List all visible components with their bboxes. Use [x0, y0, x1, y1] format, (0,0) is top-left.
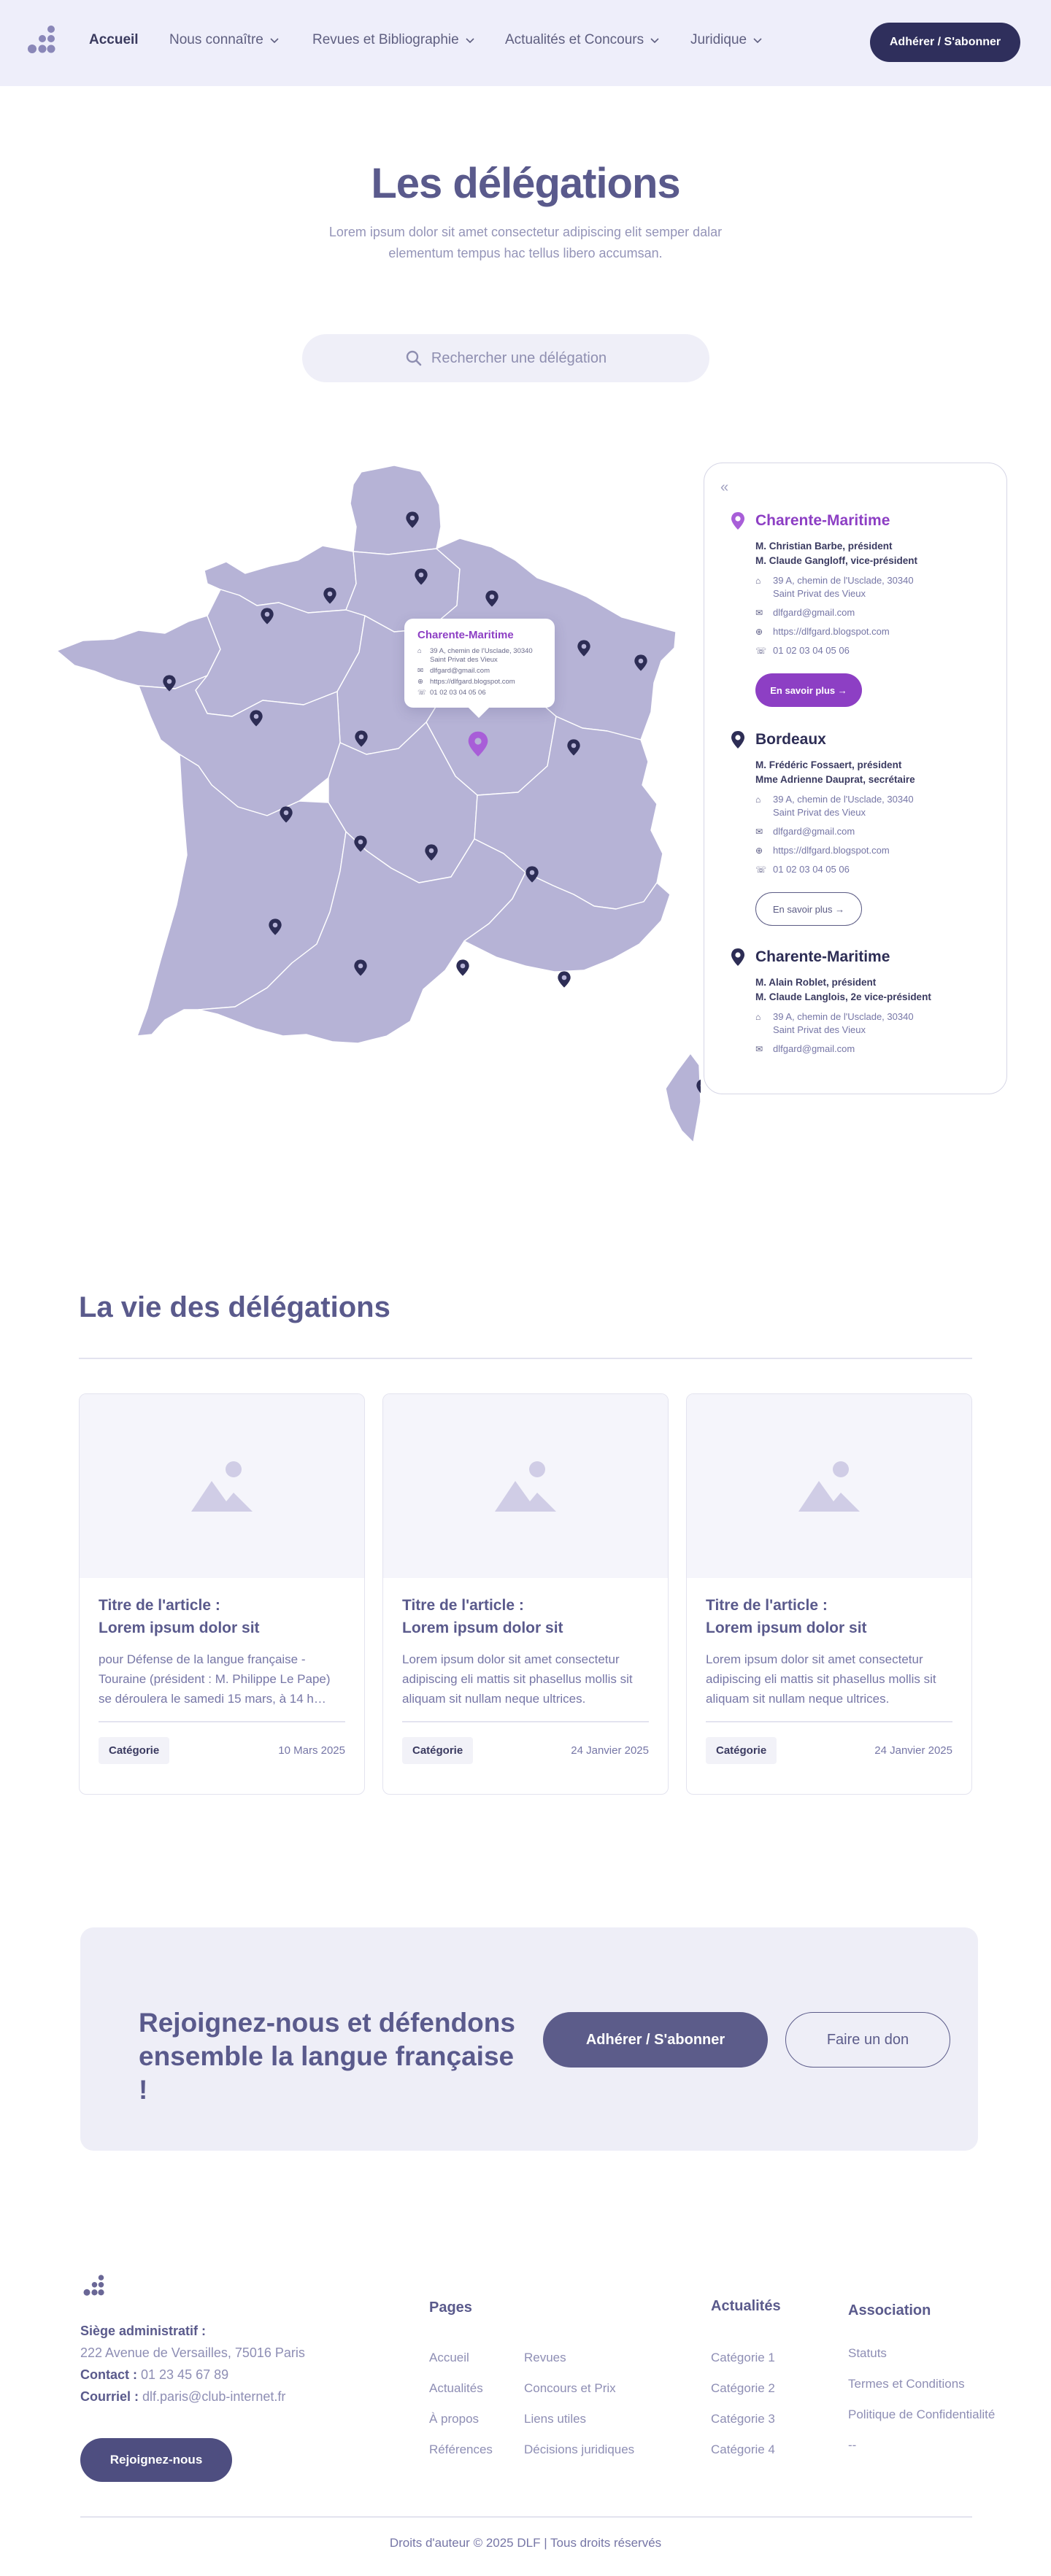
address-line: 39 A, chemin de l'Usclade, 30340 [773, 794, 914, 805]
delegation-phone[interactable] [755, 863, 993, 876]
address-line: 39 A, chemin de l'Usclade, 30340 [430, 647, 533, 655]
search-input[interactable] [302, 334, 709, 382]
globe-icon: ⊕ [417, 678, 423, 686]
nav-label: Accueil [89, 32, 139, 47]
home-icon: ⌂ [755, 1012, 761, 1022]
person: M. Frédéric Fossaert, président [755, 759, 902, 770]
email-label: Courriel : [80, 2389, 139, 2404]
delegation-name[interactable]: Bordeaux [755, 731, 826, 748]
phone-text: 01 02 03 04 05 06 [773, 864, 850, 875]
article-card[interactable] [382, 1393, 669, 1795]
email-text: dlfgard@gmail.com [773, 607, 855, 618]
title-line: Titre de l'article : [402, 1597, 524, 1614]
page-title: Les délégations [371, 160, 680, 207]
delegation-people [755, 975, 993, 1005]
image-placeholder-icon [191, 1461, 253, 1512]
site-header [0, 0, 1051, 86]
footer-address [80, 2320, 305, 2407]
title-line: Lorem ipsum dolor sit [706, 1620, 867, 1636]
page-subtitle: Lorem ipsum dolor sit amet consectetur adipiscing elit semper dalar elementum tempus hac tellus libero accumsan. [328, 225, 723, 260]
cta-banner [80, 1927, 978, 2151]
tooltip-email [417, 667, 542, 676]
contact-label: Contact : [80, 2367, 137, 2382]
nav-label: Nous connaître [169, 32, 263, 47]
delegation-item [731, 511, 993, 707]
delegation-web[interactable] [755, 844, 993, 857]
cta-heading: Rejoignez-nous et défendons ensemble la langue française ! [139, 2008, 515, 2105]
address-line: Saint Privat des Vieux [773, 588, 866, 599]
home-icon: ⌂ [755, 794, 761, 805]
tooltip-phone [417, 689, 542, 697]
subscribe-button[interactable]: Adhérer / S'abonner [870, 23, 1020, 62]
mail-icon: ✉ [417, 667, 423, 675]
article-title[interactable] [706, 1594, 952, 1639]
footer-link[interactable]: Concours et Prix [524, 2381, 616, 2395]
footer-link[interactable]: À propos [429, 2412, 480, 2426]
region-corsica[interactable] [666, 1053, 701, 1142]
nav-accueil[interactable] [89, 32, 139, 48]
address-line: Saint Privat des Vieux [773, 1024, 866, 1035]
email-text: dlfgard@gmail.com [773, 1043, 855, 1054]
nav-revues[interactable] [312, 32, 475, 48]
donate-button[interactable]: Faire un don [785, 2012, 950, 2068]
article-date: 24 Janvier 2025 [571, 1744, 649, 1757]
divider [79, 1358, 972, 1359]
tooltip-address [417, 647, 542, 665]
address-line: Saint Privat des Vieux [430, 656, 498, 664]
region-brittany[interactable] [57, 616, 220, 689]
nav-label: Actualités et Concours [505, 32, 644, 47]
region-north[interactable] [350, 465, 441, 554]
footer-news-heading: Actualités [711, 2298, 781, 2314]
article-excerpt: Lorem ipsum dolor sit amet consectetur adipiscing eli mattis sit phasellus mollis sit aliquam sit nullam neque ultrices. [706, 1652, 936, 1706]
search-icon [405, 349, 423, 367]
delegation-email[interactable] [755, 825, 993, 838]
address-text: 222 Avenue de Versailles, 75016 Paris [80, 2345, 305, 2360]
subscribe-cta-button[interactable]: Adhérer / S'abonner [543, 2012, 768, 2068]
person: Mme Adrienne Dauprat, secrétaire [755, 774, 915, 785]
map-pin-icon[interactable] [558, 971, 570, 987]
logo-icon[interactable] [23, 23, 58, 58]
map-pin-icon [731, 511, 745, 530]
tooltip-title: Charente-Maritime [417, 629, 514, 641]
chevron-down-icon [752, 35, 763, 45]
article-excerpt: pour Défense de la langue française - Touraine (président : M. Philippe Le Pape) se déroulera le samedi 15 mars, à 14 h… [99, 1652, 331, 1706]
web-text: https://dlfgard.blogspot.com [430, 678, 515, 686]
delegation-address [755, 793, 993, 819]
contact-text: 01 23 45 67 89 [141, 2367, 229, 2382]
person: M. Alain Roblet, président [755, 977, 877, 988]
article-card[interactable] [79, 1393, 365, 1795]
address-line: 39 A, chemin de l'Usclade, 30340 [773, 1011, 914, 1022]
learn-more-button[interactable]: En savoir plus → [755, 892, 862, 926]
footer-link[interactable]: Catégorie 1 [711, 2351, 775, 2364]
phone-icon: ☏ [417, 689, 426, 697]
phone-icon: ☏ [755, 865, 767, 875]
tooltip-web [417, 678, 542, 686]
nav-label: Juridique [690, 32, 747, 47]
section-title: La vie des délégations [79, 1291, 390, 1323]
person: M. Claude Langlois, 2e vice-président [755, 991, 931, 1002]
title-line: Titre de l'article : [706, 1597, 828, 1614]
search-placeholder: Rechercher une délégation [431, 349, 607, 366]
mail-icon: ✉ [755, 608, 763, 618]
footer-link[interactable]: Actualités [429, 2381, 483, 2395]
mail-icon: ✉ [755, 827, 763, 837]
chevron-down-icon [465, 35, 475, 45]
globe-icon: ⊕ [755, 846, 763, 856]
delegation-item [731, 730, 993, 926]
divider [99, 1721, 345, 1722]
map-pin-icon [731, 948, 745, 967]
category-badge[interactable]: Catégorie [99, 1737, 169, 1764]
chevron-down-icon [650, 35, 660, 45]
article-title[interactable] [402, 1594, 649, 1639]
footer-link[interactable]: Accueil [429, 2351, 469, 2364]
web-text: https://dlfgard.blogspot.com [773, 845, 890, 856]
delegation-address [755, 1010, 993, 1037]
phone-icon: ☏ [755, 646, 767, 656]
home-icon: ⌂ [417, 647, 422, 655]
join-button[interactable]: Rejoignez-nous [80, 2438, 232, 2482]
delegation-people [755, 758, 993, 787]
article-title[interactable] [99, 1594, 345, 1639]
image-placeholder-icon [798, 1461, 860, 1512]
person: M. Claude Gangloff, vice-président [755, 555, 918, 566]
category-badge[interactable]: Catégorie [402, 1737, 473, 1764]
footer-link[interactable]: Politique de Confidentialité [848, 2407, 996, 2421]
delegation-people [755, 539, 993, 568]
footer-pages-heading: Pages [429, 2300, 472, 2316]
home-icon: ⌂ [755, 576, 761, 586]
delegation-web[interactable] [755, 625, 993, 638]
delegation-email[interactable] [755, 606, 993, 619]
collapse-icon[interactable]: « [720, 479, 729, 495]
person: M. Christian Barbe, président [755, 541, 893, 552]
address-label: Siège administratif : [80, 2324, 207, 2338]
france-map[interactable] [51, 460, 701, 1145]
delegation-item [731, 948, 993, 1056]
footer-link[interactable]: Catégorie 2 [711, 2381, 775, 2395]
delegation-name[interactable]: Charente-Maritime [755, 512, 890, 529]
address-line: Saint Privat des Vieux [773, 807, 866, 818]
globe-icon: ⊕ [755, 627, 763, 637]
delegation-email[interactable] [755, 1043, 993, 1056]
article-date: 10 Mars 2025 [278, 1744, 345, 1757]
phone-text: 01 02 03 04 05 06 [773, 645, 850, 656]
map-pin-icon[interactable] [456, 959, 469, 975]
article-card[interactable] [686, 1393, 972, 1795]
footer-link[interactable]: Termes et Conditions [848, 2377, 965, 2391]
footer-link[interactable]: Catégorie 3 [711, 2412, 775, 2426]
footer-link[interactable]: Références [429, 2442, 493, 2456]
delegation-panel[interactable] [704, 463, 1007, 1094]
article-excerpt: Lorem ipsum dolor sit amet consectetur adipiscing eli mattis sit phasellus mollis sit aliquam sit nullam neque ultrices. [402, 1652, 633, 1706]
nav-actualites[interactable] [505, 32, 660, 48]
footer-link[interactable]: -- [848, 2438, 857, 2452]
footer-link[interactable]: Liens utiles [524, 2412, 587, 2426]
title-line: Titre de l'article : [99, 1597, 220, 1614]
phone-text: 01 02 03 04 05 06 [430, 689, 486, 697]
divider [402, 1721, 649, 1722]
learn-more-button[interactable]: En savoir plus → [755, 673, 862, 707]
title-line: Lorem ipsum dolor sit [402, 1620, 563, 1636]
web-text: https://dlfgard.blogspot.com [773, 626, 890, 637]
image-placeholder-icon [495, 1461, 556, 1512]
delegation-address [755, 574, 993, 600]
footer-association-heading: Association [848, 2302, 931, 2318]
nav-label: Revues et Bibliographie [312, 32, 459, 47]
address-line: 39 A, chemin de l'Usclade, 30340 [773, 575, 914, 586]
divider [706, 1721, 952, 1722]
category-badge[interactable]: Catégorie [706, 1737, 777, 1764]
title-line: Lorem ipsum dolor sit [99, 1620, 260, 1636]
footer-link[interactable]: Décisions juridiques [524, 2442, 635, 2456]
copyright: Droits d'auteur © 2025 DLF | Tous droits réservés [389, 2536, 662, 2550]
nav-juridique[interactable] [690, 32, 763, 48]
email-text: dlfgard@gmail.com [773, 826, 855, 837]
mail-icon: ✉ [755, 1044, 763, 1054]
article-image [383, 1394, 668, 1578]
map-tooltip [404, 619, 555, 708]
email-text: dlfgard@gmail.com [430, 667, 490, 675]
footer-logo-icon[interactable] [80, 2273, 107, 2300]
nav-nous-connaitre[interactable] [169, 32, 280, 48]
delegation-phone[interactable] [755, 644, 993, 657]
article-image [687, 1394, 971, 1578]
footer-link[interactable]: Statuts [848, 2346, 887, 2360]
article-image [80, 1394, 364, 1578]
footer-link[interactable]: Revues [524, 2351, 566, 2364]
map-pin-icon [731, 730, 745, 749]
footer-divider [80, 2516, 972, 2518]
delegation-name[interactable]: Charente-Maritime [755, 948, 890, 965]
email-link[interactable]: dlf.paris@club-internet.fr [142, 2389, 286, 2404]
article-date: 24 Janvier 2025 [874, 1744, 952, 1757]
footer-link[interactable]: Catégorie 4 [711, 2442, 775, 2456]
map-land [57, 465, 701, 1142]
chevron-down-icon [269, 35, 280, 45]
